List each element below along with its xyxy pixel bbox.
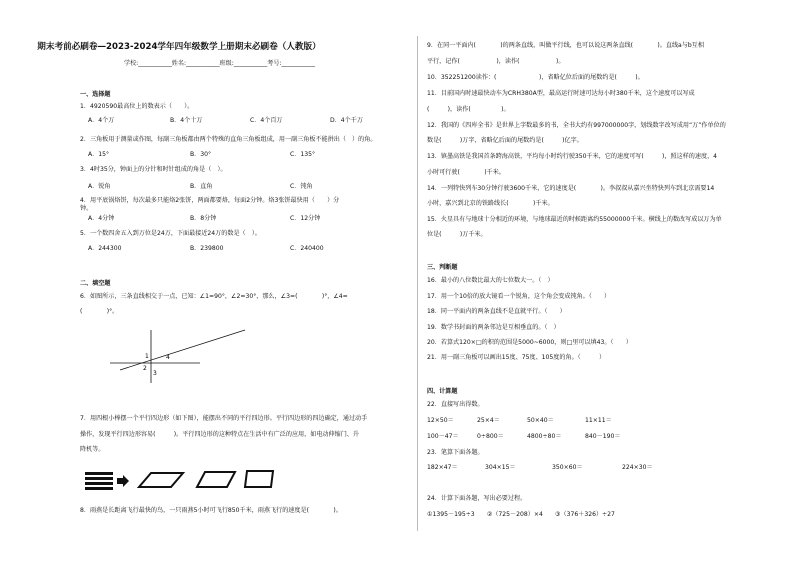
angle-label-3: 3 xyxy=(153,370,157,377)
judge-20: 20．若算式120×□的积的范围是5000~6000，则□里可以填43。（ ） xyxy=(427,339,632,346)
question-15-line-2: 位是( )万千米。 xyxy=(427,231,487,238)
parallelogram-shape-3 xyxy=(245,471,273,487)
parallelogram-shape-1 xyxy=(139,473,183,487)
judge-16: 16．最小的八位数比最大的七位数大一。（ ） xyxy=(427,277,554,284)
calc-22-item: 11×11＝ xyxy=(585,417,612,424)
question-4-line-2: 钟。 xyxy=(80,205,93,212)
question-9-line-2: 平行，记作( )，读作( )。 xyxy=(427,58,565,65)
question-12-line-1: 12．我国的《四库全书》是世界上字数最多的书，全书大约有997000000字，划线数字改写成用“万”作单位的 xyxy=(427,122,726,129)
q1-option-c: C．4个百万 xyxy=(250,117,283,124)
calc-24-items: ①1395－195÷3 ②（725－208）×4 ③（376＋326）÷27 xyxy=(427,511,615,518)
q5-option-a: A．244300 xyxy=(88,245,122,252)
question-5: 5．一个数四舍五入到万位是24万，下面最接近24万的数是（ ）。 xyxy=(80,230,261,237)
calc-22-item: 4800÷80＝ xyxy=(527,433,562,440)
calc-23-item: 304×15＝ xyxy=(485,464,516,471)
angle-label-1: 1 xyxy=(145,353,149,360)
question-1: 1．4920590最高位上的数表示（ ）。 xyxy=(80,103,194,110)
calc-23-item: 350×60＝ xyxy=(552,464,583,471)
q2-option-b: B．30° xyxy=(190,151,212,158)
question-13-line-1: 13．镇墨高铁是我国首条跨海高铁，平均每小时约行驶350千米，它的速度可写( )，照这样的速度，4 xyxy=(427,153,718,160)
q2-option-a: A．15° xyxy=(88,151,110,158)
question-14-line-1: 14．一列特快列车30分钟行驶3600千米，它的速度是( )。李叔叔从嘉兴坐特快列车到北京需要14 xyxy=(427,185,715,192)
section-heading-fill: 二、填空题 xyxy=(80,280,111,287)
q5-option-b: B．239800 xyxy=(190,245,224,252)
calc-23-item: 182×47＝ xyxy=(427,464,458,471)
calc-22-item: 100－47＝ xyxy=(427,433,459,440)
q2-option-c: C．135° xyxy=(290,151,316,158)
q4-option-b: B．8分钟 xyxy=(190,215,217,222)
angle-label-4: 4 xyxy=(166,354,170,361)
question-6-line-1: 6．如图所示，三条直线相交于一点，已知：∠1=90°，∠2=30°，那么，∠3=( )°，∠4= xyxy=(80,293,348,300)
calc-22: 22．直接写出得数。 xyxy=(427,401,484,408)
q5-option-c: C．240400 xyxy=(290,245,324,252)
calc-24: 24．计算下面各题，写出必要过程。 xyxy=(427,495,527,502)
question-11-line-2: ( )，读作( )。 xyxy=(427,106,510,113)
question-7-line-3: 降机等。 xyxy=(80,446,105,453)
arrow-right-icon xyxy=(117,475,129,487)
q3-option-c: C．钝角 xyxy=(290,183,313,190)
calc-23-item: 224×30＝ xyxy=(622,464,653,471)
parallelogram-shape-2 xyxy=(197,472,235,487)
student-info-line: 学校:___________姓名:___________班级:___________考号:___________ xyxy=(124,60,316,67)
q4-option-a: A．4分钟 xyxy=(88,215,115,222)
judge-17: 17．用一个10倍的放大镜看一个锐角，这个角会变成钝角。（ ） xyxy=(427,293,611,300)
section-heading-choice: 一、选择题 xyxy=(80,91,111,98)
q1-option-d: D．4个千万 xyxy=(330,117,363,124)
question-12-line-2: 数是( )万字，省略亿后面的尾数约是( )亿字。 xyxy=(427,137,583,144)
q3-option-b: B．直角 xyxy=(190,183,213,190)
question-4-line-1: 4．用平底锅烙饼，每次最多只能烙2张饼，两面都要烙，每面2分钟。烙3张饼最快用（ ）分 xyxy=(80,197,340,204)
calc-22-item: 25×4＝ xyxy=(477,417,500,424)
question-9-line-1: 9．在同一平面内( )的两条直线，叫做平行线，也可以说这两条直线( )。直线a与b互相 xyxy=(427,42,704,49)
judge-18: 18．同一平面内的两条直线不是直就平行。（ ） xyxy=(427,308,566,315)
question-3: 3．4时35分，钟面上的分针和时针组成的角是（ ）。 xyxy=(80,166,227,173)
q4-option-c: C．12分钟 xyxy=(290,215,321,222)
column-divider xyxy=(417,36,418,531)
parallelogram-figure xyxy=(85,469,275,491)
question-11-line-1: 11．目前国内时速最快动车为CRH380A型，最高运行时速可达每小时380千米，这个速度可以写成 xyxy=(427,90,695,97)
calc-22-item: 50×40＝ xyxy=(527,417,554,424)
question-10: 10．352251200读作：( )，省略亿位后面的尾数约是( )。 xyxy=(427,74,644,81)
slanted-line xyxy=(120,330,245,370)
judge-21: 21．用一副三角板可以画出15度、75度、105度的角。（ ） xyxy=(427,354,606,361)
question-7-line-1: 7．用四根小棒摆一个平行四边形（如下图），能摆出不同的平行四边形。平行四边形的四边确定，通过动手 xyxy=(80,415,368,422)
question-2: 2．三角板用于测量或作图，每副三角板都由两个特殊的直角三角板组成，用一副三角板不能拼出（ ）的角。 xyxy=(80,136,377,143)
page-title: 期末考前必刷卷—2023-2024学年四年级数学上册期末必刷卷（人教版） xyxy=(37,42,321,52)
question-6-line-2: ( )°。 xyxy=(80,308,119,315)
question-13-line-2: 小时可行驶( )千米。 xyxy=(427,169,505,176)
question-7-line-2: 操作，发现平行四边形容易( )。平行四边形的这种特点在生活中有广泛的应用，如电动伸缩门、升 xyxy=(80,431,359,438)
calc-22-item: 0÷800＝ xyxy=(477,433,504,440)
angle-figure xyxy=(110,325,250,385)
angle-label-2: 2 xyxy=(143,365,147,372)
question-8: 8．雨燕是长距离飞行最快的鸟，一只雨燕5小时可飞行850千米，雨燕飞行的速度是( )。 xyxy=(80,507,342,514)
four-sticks-icon xyxy=(85,472,113,490)
q3-option-a: A．锐角 xyxy=(88,183,111,190)
judge-19: 19．数学书封面的两条邻边是互相垂直的。（ ） xyxy=(427,324,560,331)
calc-22-item: 12×50＝ xyxy=(427,417,454,424)
q1-option-a: A．4个万 xyxy=(88,117,115,124)
section-heading-judge: 三、判断题 xyxy=(427,264,458,271)
calc-22-item: 840－190＝ xyxy=(585,433,621,440)
calc-23: 23．笔算下面各题。 xyxy=(427,449,484,456)
question-14-line-2: 小时，嘉兴到北京的铁路线长( )千米。 xyxy=(427,200,554,207)
question-15-line-1: 15．火星具有与地球十分相近的环境，与地球最近的时候距离约55000000千米。横线上的数改写成以万为单 xyxy=(427,216,722,223)
section-heading-calc: 四、计算题 xyxy=(427,388,458,395)
q1-option-b: B．4个十万 xyxy=(170,117,203,124)
